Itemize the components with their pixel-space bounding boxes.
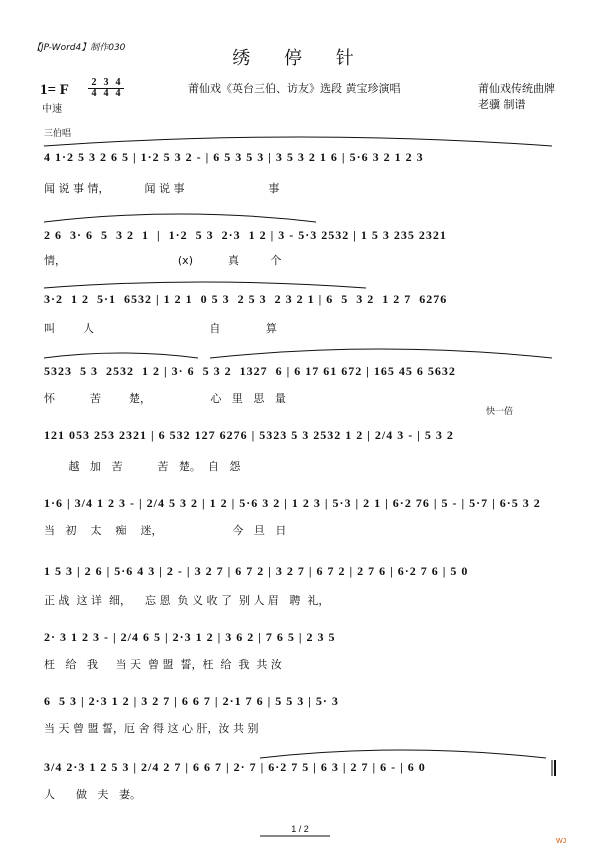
- score-system-5-lyrics: 越 加 苦 苦 楚。 自 怨: [44, 460, 241, 473]
- score-system-3-lyrics: 叫 人 自 算: [44, 322, 277, 335]
- score-system-4-lyrics: 怀 苦 楚， 心 里 思 量: [44, 392, 286, 405]
- score-system-10-notes: 3/4 2·3 1 2 5 3 | 2/4 2 7 | 6 6 7 | 2· 7 | 6·2 7 5 | 6 3 | 2 7 | 6 - | 6 0: [44, 760, 426, 774]
- score-system-7-lyrics: 正 战 这 详 细， 忘 恩 负 义 收 了 别 人 眉 聘 礼，: [44, 594, 330, 607]
- key-signature: 1= F: [40, 82, 69, 98]
- slur-line: [44, 214, 316, 222]
- slur-line: [44, 353, 198, 358]
- page-number: 1 / 2: [291, 824, 309, 834]
- watermark-logo: WJ: [556, 838, 567, 845]
- time-signature-4-4: 4 4: [112, 78, 124, 99]
- score-system-9-lyrics: 当 天 曾 盟 誓，厄 舍 得 这 心 肝，汝 共 别: [44, 722, 259, 735]
- tempo-change-label: 快一倍: [486, 407, 514, 417]
- score-system-10-lyrics: 人 做 夫 妻。: [44, 788, 141, 801]
- score-system-9-notes: 6 5 3 | 2·3 1 2 | 3 2 7 | 6 6 7 | 2·1 7 6 | 5 5 3 | 5· 3: [44, 694, 339, 708]
- score-system-6-lyrics: 当 初 太 痴 迷， 今 旦 日: [44, 524, 287, 537]
- time-signature-3-4: 3 4: [100, 78, 112, 99]
- source-label: 莆仙戏传统曲牌: [478, 82, 555, 95]
- score-system-3-notes: 3·2 1 2 5·1 6532 | 1 2 1 0 5 3 2 5 3 2 3 2 1 | 6 5 3 2 1 2 7 6276: [44, 292, 448, 306]
- score-system-8-lyrics: 枉 给 我 当 天 曾 盟 誓，枉 给 我 共 汝: [44, 658, 282, 671]
- page-title: 绣 停 针: [232, 48, 368, 69]
- score-system-2-notes: 2 6 3· 6 5 3 2 1 | 1·2 5 3 2·3 1 2 | 3 - 5·3 2532 | 1 5 3 235 2321: [44, 228, 447, 242]
- score-system-2-lyrics: 情， (x) 真 个: [44, 254, 282, 267]
- subtitle: 莆仙戏《英台三伯、访友》选段 黄宝珍演唱: [188, 82, 401, 95]
- score-system-1-lyrics: 闻 说 事 情， 闻 说 事 事: [44, 182, 280, 195]
- score-system-5-notes: 121 053 253 2321 | 6 532 127 6276 | 5323 5 3 2532 1 2 | 2/4 3 - | 5 3 2: [44, 428, 454, 442]
- score-system-4-notes: 5323 5 3 2532 1 2 | 3· 6 5 3 2 1327 6 | 6 17 61 672 | 165 45 6 5632: [44, 364, 456, 378]
- producer-tag: 【JP-Word4】制作030: [32, 43, 126, 53]
- slur-line: [44, 282, 366, 288]
- score-system-8-notes: 2· 3 1 2 3 - | 2/4 6 5 | 2·3 1 2 | 3 6 2 | 7 6 5 | 2 3 5: [44, 630, 336, 644]
- tempo-mark: 中速: [42, 104, 62, 115]
- slur-line: [210, 349, 552, 358]
- slur-line: [260, 750, 546, 758]
- arranger-label: 老骥 制谱: [478, 98, 526, 111]
- score-system-7-notes: 1 5 3 | 2 6 | 5·6 4 3 | 2 - | 3 2 7 | 6 7 2 | 3 2 7 | 6 7 2 | 2 7 6 | 6·2 7 6 | 5 0: [44, 564, 469, 578]
- score-system-1-notes: 4 1·2 5 3 2 6 5 | 1·2 5 3 2 - | 6 5 3 5 3 | 3 5 3 2 1 6 | 5·6 3 2 1 2 3: [44, 150, 424, 164]
- time-signature-2-4: 2 4: [88, 78, 100, 99]
- slur-line: [44, 137, 552, 146]
- score-system-6-notes: 1·6 | 3/4 1 2 3 - | 2/4 5 3 2 | 1 2 | 5·6 3 2 | 1 2 3 | 5·3 | 2 1 | 6·2 76 | 5 - | 5·7 | 6·5 3 2: [44, 496, 541, 510]
- singer-label: 三伯唱: [44, 129, 72, 139]
